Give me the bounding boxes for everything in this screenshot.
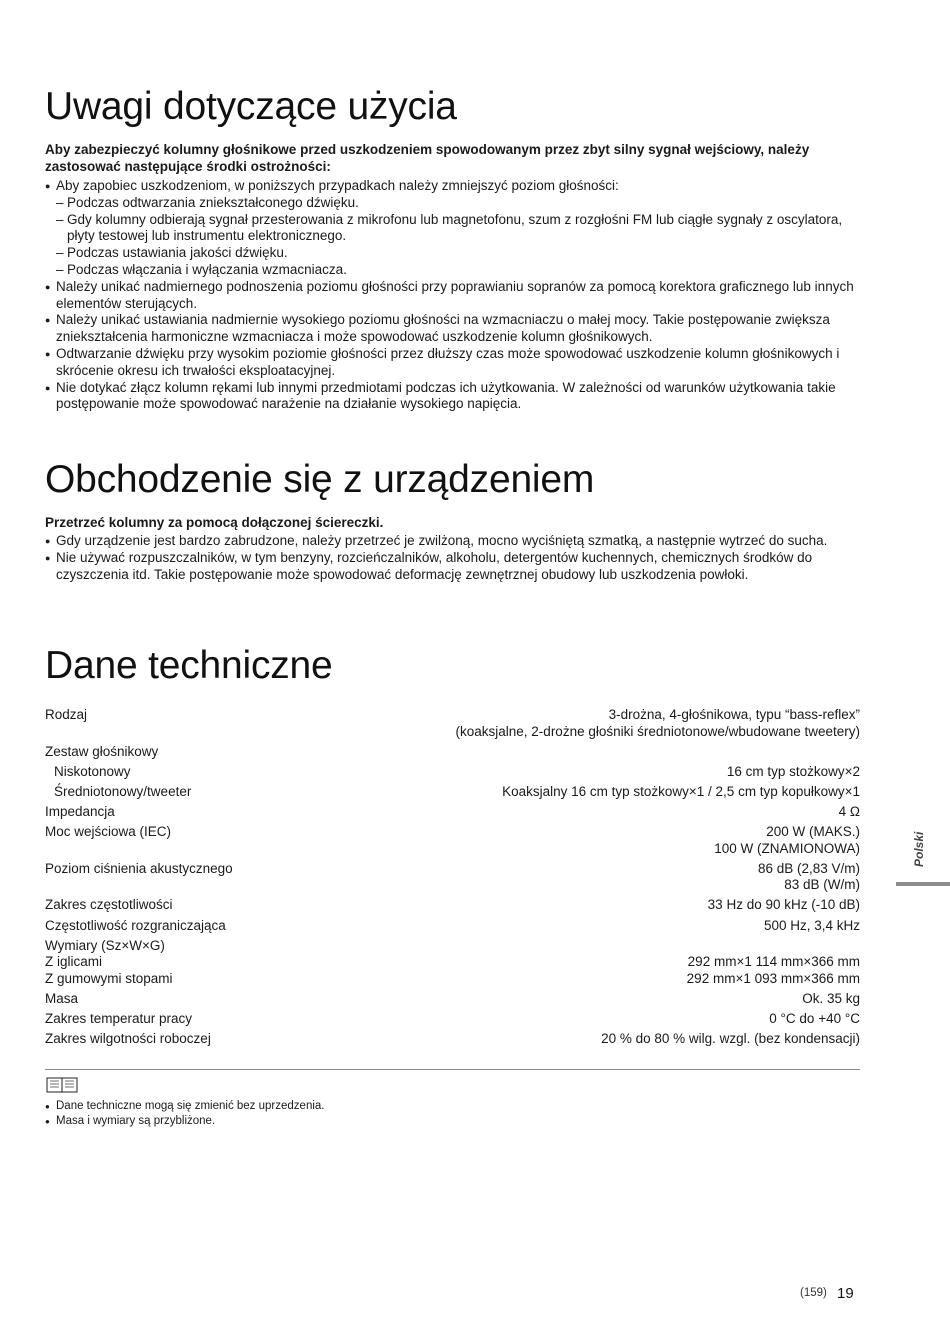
- spec-label: Niskotonowy: [54, 763, 131, 779]
- page-number: 19: [837, 1285, 854, 1302]
- list-item: ● Należy unikać nadmiernego podnoszenia poziomu głośności przy poprawianiu sopranów za pomocą korektora graficznego lub innych elementów sterujących.: [45, 279, 860, 313]
- spec-row-mass: [45, 991, 860, 1008]
- spec-row-power-cont: [45, 841, 860, 858]
- sub-list-item: [45, 245, 860, 262]
- language-tab-label: Polski: [912, 831, 926, 867]
- spec-label: Rodzaj: [45, 707, 88, 722]
- page-reference: (159): [800, 1287, 827, 1299]
- spec-row-spl-cont: [45, 877, 860, 894]
- section-title-usage-notes: Uwagi dotyczące użycia: [45, 85, 457, 128]
- dash-marker: –: [56, 211, 64, 227]
- note-item: ● Masa i wymiary są przybliżone.: [45, 1114, 324, 1129]
- notes-divider: [45, 1069, 860, 1070]
- spec-value: 33 Hz do 90 kHz (-10 dB): [707, 897, 860, 913]
- spec-row-speaker-set: [45, 744, 860, 761]
- section-title-specifications: Dane techniczne: [45, 644, 333, 687]
- list-item: ● Odtwarzanie dźwięku przy wysokim poziomie głośności przez dłuższy czas może spowodować uszkodzenie kolumn głośnikowych i skrócenie okresu ich trwałości eksploatacyjnej.: [45, 346, 860, 380]
- spec-label: Poziom ciśnienia akustycznego: [45, 860, 233, 876]
- usage-lead-text: Aby zabezpieczyć kolumny głośnikowe przed uszkodzeniem spowodowanym przez zbyt silny sygnał wejściowy, należy zastosować następujące środki ostrożności:: [45, 142, 810, 174]
- spec-row-temperature: [45, 1011, 860, 1028]
- spec-value: 83 dB (W/m): [784, 877, 860, 893]
- spec-row-type: [45, 707, 860, 724]
- spec-value: 20 % do 80 % wilg. wzgl. (bez kondensacji): [601, 1031, 860, 1047]
- spec-value: 500 Hz, 3,4 kHz: [763, 917, 860, 933]
- book-icon: [46, 1077, 78, 1098]
- spec-label: Z gumowymi stopami: [45, 970, 173, 986]
- spec-row-frequency: [45, 897, 860, 914]
- spec-value: Koaksjalny 16 cm typ stożkowy×1 / 2,5 cm typ kopułkowy×1: [502, 783, 860, 799]
- note-item: ● Dane techniczne mogą się zmienić bez uprzedzenia.: [45, 1099, 324, 1114]
- spec-label: Moc wejściowa (IEC): [45, 824, 172, 840]
- specs-table: [45, 707, 860, 1048]
- sub-item-text: Podczas ustawiania jakości dźwięku.: [67, 245, 288, 261]
- spec-value: 86 dB (2,83 V/m): [757, 860, 860, 876]
- spec-label: Z iglicami: [45, 954, 103, 970]
- spec-row-woofer: [45, 764, 860, 781]
- spec-value: 0 °C do +40 °C: [769, 1011, 860, 1026]
- sub-item-text: Gdy kolumny odbierają sygnał przesterowania z mikrofonu lub magnetofonu, szum z rozgłośni FM lub ciągłe sygnały z oscylatora, płyty testowej lub instrumentu elektronicznego.: [67, 211, 843, 244]
- handling-list: [45, 533, 860, 583]
- handling-lead-text: Przetrzeć kolumny za pomocą dołączonej ściereczki.: [45, 515, 384, 530]
- spec-row-rubber-feet: [45, 971, 860, 988]
- sub-list-item: [45, 262, 860, 279]
- spec-label: Średniotonowy/tweeter: [54, 783, 192, 799]
- spec-value: 3-drożna, 4-głośnikowa, typu “bass-reflex”: [608, 707, 860, 722]
- spec-row-midrange: [45, 784, 860, 801]
- spec-row-type-cont: [45, 724, 860, 741]
- sub-item-text: Podczas odtwarzania zniekształconego dźwięku.: [67, 194, 359, 210]
- spec-row-power: [45, 824, 860, 841]
- spec-value: 292 mm×1 093 mm×366 mm: [686, 970, 860, 986]
- spec-value: (koaksjalne, 2-drożne głośniki średniotonowe/wbudowane tweetery): [455, 723, 860, 739]
- sub-list-item: [45, 195, 860, 212]
- spec-row-crossover: [45, 918, 860, 935]
- dash-marker: –: [56, 245, 64, 261]
- language-tab-bar: [896, 882, 950, 886]
- spec-row-impedance: [45, 804, 860, 821]
- usage-notes-list: [45, 178, 860, 413]
- dash-marker: –: [56, 194, 64, 210]
- spec-row-humidity: [45, 1031, 860, 1048]
- list-item: ● Nie używać rozpuszczalników, w tym benzyny, rozcieńczalników, alkoholu, detergentów kuchennych, chemicznych środków do czyszczenia itd. Takie postępowanie może spowodować deformację zewnętrznej obudowy lub uszkodzenia powłoki.: [45, 550, 860, 584]
- spec-value: 16 cm typ stożkowy×2: [726, 763, 860, 779]
- spec-label: Zestaw głośnikowy: [45, 743, 159, 759]
- list-item: ● Należy unikać ustawiania nadmiernie wysokiego poziomu głośności na wzmacniaczu o małej mocy. Takie postępowanie zwiększa zniekształcenia harmoniczne wzmacniacza i może spowodować uszkodzenie kolumn głośnikowych.: [45, 312, 860, 346]
- spec-notes: [45, 1099, 324, 1129]
- spec-value: Ok. 35 kg: [802, 990, 860, 1006]
- spec-row-spl: [45, 861, 860, 878]
- list-item: ● Gdy urządzenie jest bardzo zabrudzone, należy przetrzeć je zwilżoną, mocno wyciśniętą szmatką, a następnie wytrzeć do sucha.: [45, 533, 860, 550]
- list-item: ● Nie dotykać złącz kolumn rękami lub innymi przedmiotami podczas ich użytkowania. W zależności od warunków użytkowania takie postępowanie może spowodować narażenie na działanie wysokiego napięcia.: [45, 380, 860, 414]
- spec-value: 200 W (MAKS.): [766, 824, 860, 840]
- spec-label: Zakres temperatur pracy: [45, 1011, 193, 1026]
- dash-marker: –: [56, 261, 64, 277]
- list-item: ● Aby zapobiec uszkodzeniom, w poniższych przypadkach należy zmniejszyć poziom głośności:: [45, 178, 860, 195]
- sub-list-item: [45, 212, 860, 246]
- spec-row-spikes: [45, 954, 860, 971]
- sub-item-text: Podczas włączania i wyłączania wzmacniacza.: [67, 261, 347, 277]
- spec-label: Zakres częstotliwości: [45, 897, 173, 913]
- section-title-handling: Obchodzenie się z urządzeniem: [45, 458, 595, 501]
- spec-label: Masa: [45, 990, 79, 1006]
- spec-row-dimensions: [45, 938, 860, 955]
- spec-label: Zakres wilgotności roboczej: [45, 1031, 211, 1047]
- spec-label: Wymiary (Sz×W×G): [45, 937, 165, 953]
- spec-value: 100 W (ZNAMIONOWA): [714, 840, 860, 856]
- spec-value: 292 mm×1 114 mm×366 mm: [687, 954, 860, 970]
- spec-label: Impedancja: [45, 803, 115, 819]
- spec-value: 4 Ω: [838, 803, 860, 819]
- spec-label: Częstotliwość rozgraniczająca: [45, 917, 226, 933]
